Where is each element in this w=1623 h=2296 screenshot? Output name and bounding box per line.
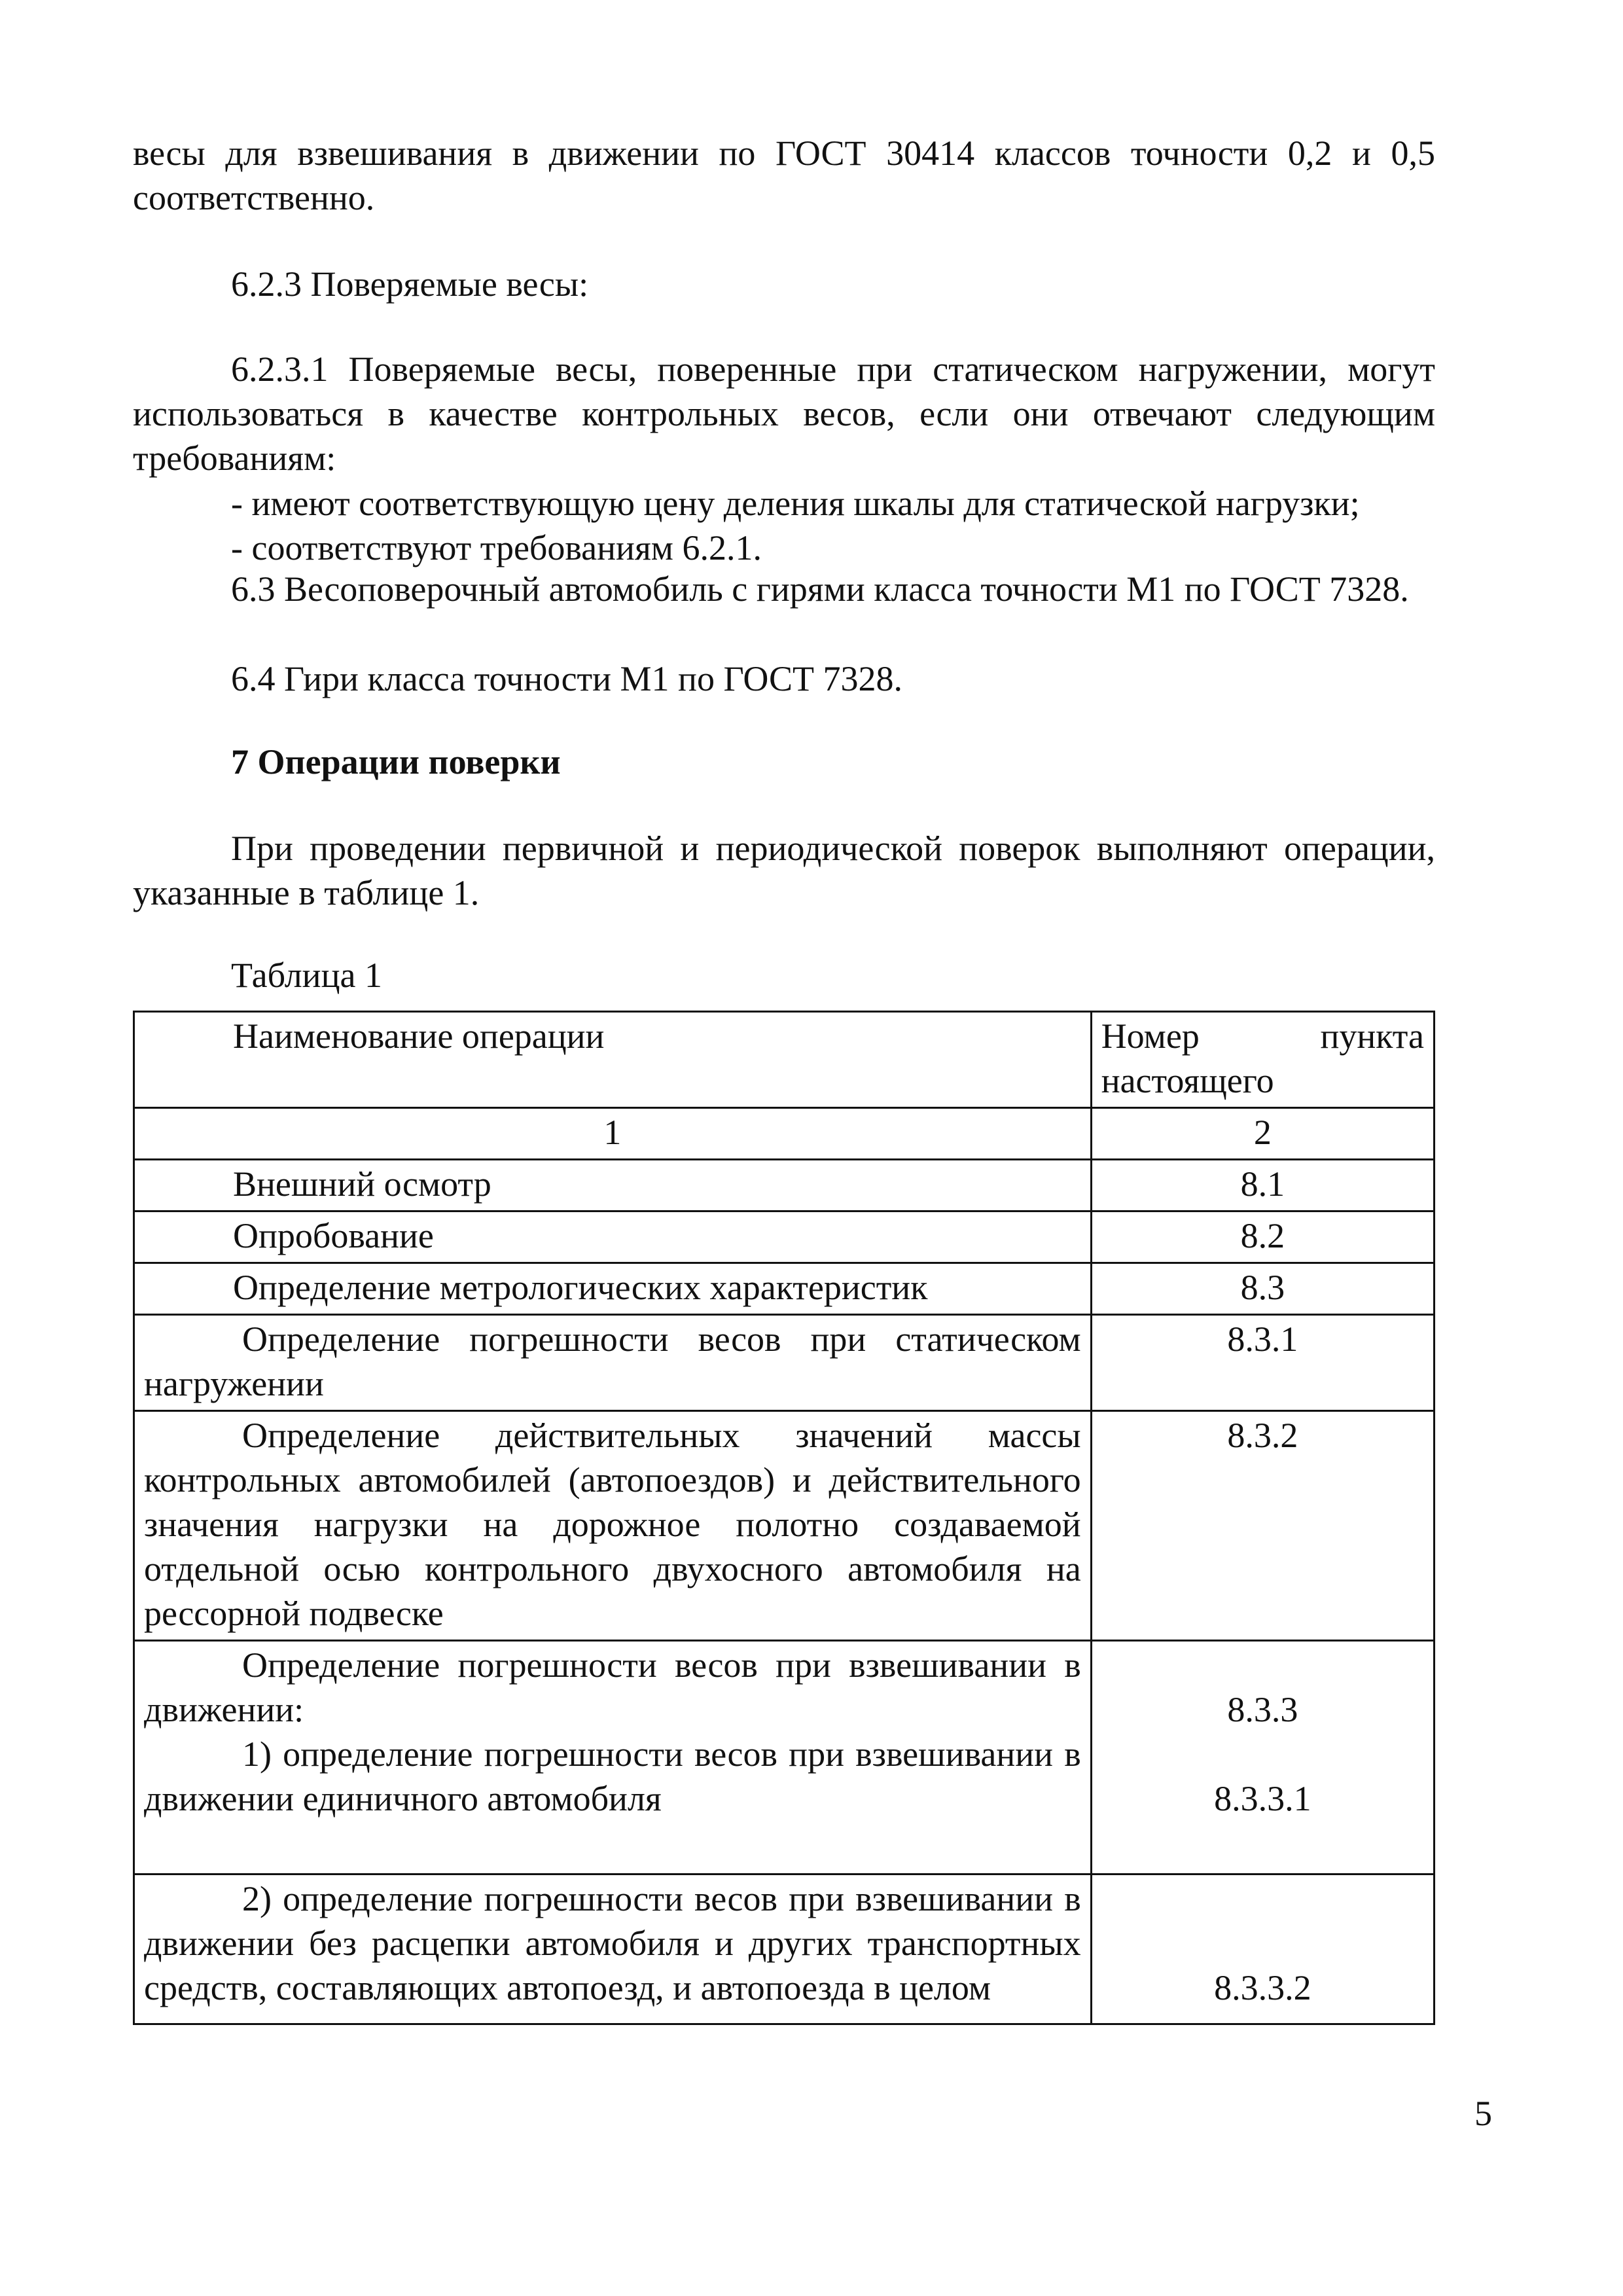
- table-caption: Таблица 1: [231, 956, 382, 995]
- paragraph-line: соответственно.: [133, 178, 375, 217]
- header-number-text: Номер пункта настоящего: [1101, 1016, 1424, 1100]
- operation-number: 8.3.3.2: [1091, 1874, 1434, 2024]
- table-row: [134, 1211, 1435, 1263]
- paragraph-line: весы для взвешивания в движении по ГОСТ 30414 классов точности 0,2 и 0,5: [133, 134, 1435, 173]
- header-cell-number: [1091, 1012, 1434, 1108]
- operation-number: 8.2: [1091, 1211, 1434, 1263]
- table-row: [134, 1315, 1435, 1411]
- operation-number: 8.3.2: [1091, 1411, 1434, 1641]
- operation-name: Определение метрологических характеристик: [134, 1263, 1092, 1315]
- header-cell-name: Наименование операции: [134, 1012, 1092, 1108]
- section-6-3: 6.3 Весоповерочный автомобиль с гирями класса точности М1 по ГОСТ 7328.: [231, 569, 1409, 609]
- column-number-2: 2: [1091, 1108, 1434, 1160]
- operation-number: 8.1: [1091, 1160, 1434, 1211]
- column-number-1: 1: [134, 1108, 1092, 1160]
- section-6-2-3: 6.2.3 Поверяемые весы:: [231, 264, 589, 304]
- table-row: [134, 1160, 1435, 1211]
- operation-number: 8.3: [1091, 1263, 1434, 1315]
- intro-paragraph: При проведении первичной и периодической поверок выполняют операции, указанные в таблице 1.: [133, 829, 1435, 912]
- operation-number-part: 8.3.3.1: [1214, 1779, 1311, 1818]
- operations-table: [133, 1011, 1435, 2025]
- list-item: - соответствуют требованиям 6.2.1.: [231, 528, 762, 567]
- table-row: [134, 1641, 1435, 1874]
- operation-name-part: Определение погрешности весов при взвешивании в движении:: [144, 1645, 1081, 1729]
- operation-name: Опробование: [134, 1211, 1092, 1263]
- table-row: [134, 1263, 1435, 1315]
- operation-name: 2) определение погрешности весов при взвешивании в движении без расцепки автомобиля и других транспортных средств, составляющих автопоезд, и автопоезда в целом: [134, 1874, 1092, 2024]
- operation-number: [1091, 1641, 1434, 1874]
- table-row: [134, 1411, 1435, 1641]
- table-row: [134, 1874, 1435, 2024]
- table-column-numbers-row: [134, 1108, 1435, 1160]
- operation-name-part: 1) определение погрешности весов при взвешивании в движении единичного автомобиля: [144, 1734, 1081, 1818]
- operation-name: [134, 1641, 1092, 1874]
- table-header-row: [134, 1012, 1435, 1108]
- operation-name: Внешний осмотр: [134, 1160, 1092, 1211]
- section-heading: 7 Операции поверки: [231, 742, 561, 781]
- operation-number-part: 8.3.3: [1227, 1690, 1298, 1729]
- operation-name: Определение погрешности весов при статическом нагружении: [134, 1315, 1092, 1411]
- section-6-4: 6.4 Гири класса точности М1 по ГОСТ 7328.: [231, 659, 902, 698]
- page-number: 5: [1474, 2094, 1492, 2133]
- section-6-2-3-1: 6.2.3.1 Поверяемые весы, поверенные при статическом нагружении, могут использоваться в качестве контрольных весов, если они отвечают следующим требованиям:: [133, 350, 1435, 478]
- list-item: - имеют соответствующую цену деления шкалы для статической нагрузки;: [231, 484, 1360, 523]
- operation-number: 8.3.1: [1091, 1315, 1434, 1411]
- operation-name: Определение действительных значений массы контрольных автомобилей (автопоездов) и действительного значения нагрузки на дорожное полотно создаваемой отдельной осью контрольного двухосного автомобиля на рессорной подвеске: [134, 1411, 1092, 1641]
